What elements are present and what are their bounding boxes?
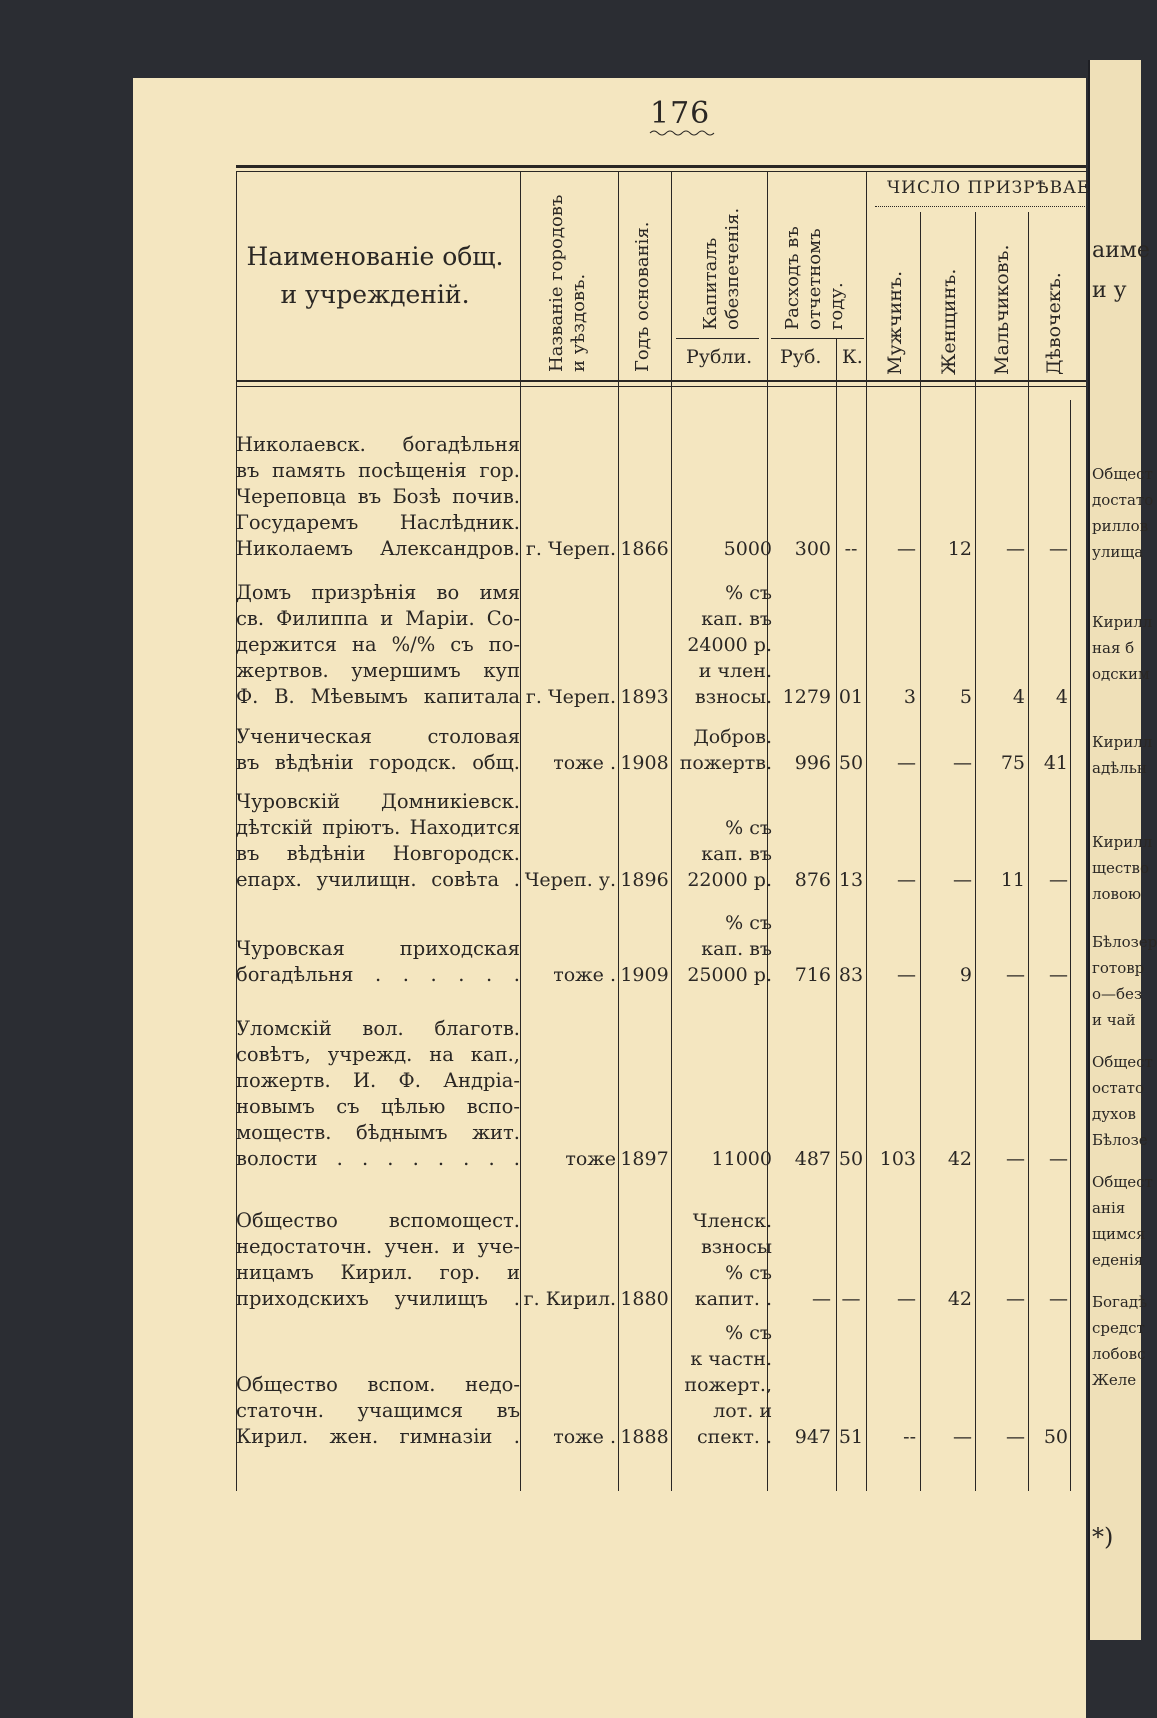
- row-capital-line: 22000 р.: [687, 869, 772, 891]
- row-name-line: держится на %/% съ по-: [236, 633, 520, 656]
- row-boys: —: [1006, 1288, 1025, 1310]
- header-expense-line-3: году.: [826, 282, 847, 330]
- col-line-kop: [836, 338, 837, 1491]
- row-city: г. Череп.: [525, 538, 616, 560]
- header-expense-kop: К.: [842, 346, 863, 368]
- row-men: —: [897, 869, 916, 891]
- row-men: —: [897, 964, 916, 986]
- row-name-line: Череповца въ Бозѣ почив.: [236, 485, 520, 508]
- row-name-line: статочн. учащимся въ: [236, 1399, 520, 1422]
- header-men: Мужчинъ.: [884, 270, 906, 375]
- row-men: —: [897, 1288, 916, 1310]
- capital-sub-rule: [676, 338, 759, 339]
- next-page-line: о—без: [1092, 985, 1143, 1003]
- row-capital-line: кап. въ: [701, 843, 772, 865]
- row-expense-rub: 300: [794, 538, 831, 560]
- ornament-tilde: [650, 128, 714, 136]
- row-capital-line: лот. и: [713, 1400, 772, 1422]
- row-boys: 11: [1000, 869, 1025, 891]
- next-page-line: средст: [1092, 1319, 1145, 1337]
- row-expense-rub: 716: [794, 964, 831, 986]
- header-bottom-rule-thin: [236, 386, 1086, 387]
- row-capital-line: кап. въ: [701, 608, 772, 630]
- row-capital-line: кап. въ: [701, 938, 772, 960]
- next-page-line: риллов: [1092, 517, 1149, 535]
- row-capital-line: % съ: [725, 1322, 772, 1344]
- row-city: г. Череп.: [525, 686, 616, 708]
- row-year: 1897: [620, 1148, 669, 1170]
- header-boys: Мальчиковъ.: [991, 244, 1013, 375]
- table-top-rule-thin: [236, 171, 1086, 172]
- row-year: 1909: [620, 964, 669, 986]
- header-expense-line-1: Расходъ въ: [782, 226, 803, 330]
- row-year: 1893: [620, 686, 669, 708]
- row-women: —: [953, 752, 972, 774]
- header-name-column: [240, 238, 510, 314]
- row-girls: 4: [1055, 686, 1068, 708]
- header-expense-line-2: отчетномъ: [804, 228, 825, 330]
- row-men: 103: [879, 1148, 916, 1170]
- row-capital-line: Членск.: [692, 1210, 772, 1232]
- row-capital-line: % съ: [725, 912, 772, 934]
- row-capital-line: % съ: [725, 582, 772, 604]
- row-name: [236, 1208, 520, 1312]
- row-year: 1896: [620, 869, 669, 891]
- row-capital-line: 25000 р.: [687, 964, 772, 986]
- row-name: [236, 724, 520, 776]
- row-name-line: епарх. училищн. совѣта .: [236, 868, 520, 891]
- row-women: —: [953, 869, 972, 891]
- row-men: --: [903, 1426, 916, 1448]
- row-name-line: новымъ съ цѣлью вспо-: [236, 1095, 520, 1118]
- row-women: —: [953, 1426, 972, 1448]
- col-line-capital: [671, 171, 672, 1491]
- row-girls: —: [1049, 869, 1068, 891]
- row-name: [236, 936, 520, 988]
- row-name-line: пожертв. И. Ф. Андріа-: [236, 1069, 520, 1092]
- row-boys: —: [1006, 1426, 1025, 1448]
- row-expense-kop: —: [841, 1288, 861, 1310]
- header-year-column: Годъ основанія.: [632, 221, 653, 372]
- row-name-line: Государемъ Наслѣдник.: [236, 511, 520, 534]
- next-page-line: достато: [1092, 491, 1154, 509]
- next-page-line: улища: [1092, 543, 1144, 561]
- row-capital-line: 5000: [723, 538, 772, 560]
- next-page-line: анія: [1092, 1199, 1126, 1217]
- row-men: —: [897, 752, 916, 774]
- row-name-line: Общество вспом. недо-: [236, 1373, 520, 1396]
- row-name-line: въ вѣдѣніи Новгородск.: [236, 842, 520, 865]
- row-expense-kop: 83: [838, 964, 864, 986]
- row-capital: [676, 1146, 772, 1172]
- row-name: [236, 1016, 520, 1172]
- row-name-line: Домъ призрѣнія во имя: [236, 581, 520, 604]
- next-page-line: ная б: [1092, 639, 1135, 657]
- row-expense-kop: --: [844, 538, 858, 560]
- row-capital: [676, 536, 772, 562]
- row-city: тоже .: [553, 1426, 616, 1448]
- row-expense-kop: 50: [838, 752, 864, 774]
- next-page-line: лобовс: [1092, 1345, 1146, 1363]
- next-page-line: Богадѣ: [1092, 1293, 1148, 1311]
- row-girls: —: [1049, 538, 1068, 560]
- next-page-line: Кирилл: [1092, 613, 1153, 631]
- next-page-footnote: *): [1092, 1523, 1114, 1551]
- row-name-line: недостаточн. учен. и уче-: [236, 1235, 520, 1258]
- header-city-column: [546, 176, 590, 372]
- col-line-right: [1070, 400, 1071, 1491]
- row-capital-line: взносы.: [695, 686, 772, 708]
- row-name-line: совѣтъ, учрежд. на кап.,: [236, 1043, 520, 1066]
- next-page-line: щимся: [1092, 1225, 1146, 1243]
- row-year: 1880: [620, 1288, 669, 1310]
- row-name-line: Ф. В. Мѣевымъ капитала: [236, 685, 520, 708]
- row-name: [236, 789, 520, 893]
- header-city-line-2: и уѣздовъ.: [568, 273, 589, 372]
- row-name-line: св. Филиппа и Маріи. Со-: [236, 607, 520, 630]
- row-city: Череп. у.: [524, 869, 616, 891]
- row-name-line: Николаемъ Александров.: [236, 537, 520, 560]
- row-capital-line: взносы: [701, 1236, 772, 1258]
- next-page-line: Кирилл: [1092, 733, 1153, 751]
- row-name-line: жертвов. умершимъ куп: [236, 659, 520, 682]
- header-name-line-1: Наименованіе общ.: [246, 242, 504, 271]
- next-page-line: Бѣлозе: [1092, 1131, 1148, 1149]
- header-group-dots: [875, 206, 1085, 207]
- row-expense-kop: 01: [838, 686, 864, 708]
- next-page-line: остато: [1092, 1079, 1145, 1097]
- row-capital: [676, 1208, 772, 1312]
- row-capital-line: пожерт.,: [684, 1374, 772, 1396]
- row-name-line: Чуровскій Домникіевск.: [236, 790, 520, 813]
- header-girls: Дѣвочекъ.: [1043, 272, 1065, 375]
- row-city: тоже .: [553, 752, 616, 774]
- row-name-line: волости . . . . . . . .: [236, 1147, 520, 1170]
- table-top-rule: [236, 165, 1086, 168]
- row-capital: [676, 580, 772, 710]
- row-name: [236, 1372, 520, 1450]
- row-expense-rub: —: [812, 1288, 831, 1310]
- row-capital-line: к частн.: [690, 1348, 772, 1370]
- row-capital: [676, 815, 772, 893]
- header-city-line-1: Названіе городовъ: [546, 194, 567, 372]
- row-expense-rub: 947: [794, 1426, 831, 1448]
- row-name-line: дѣтскій пріютъ. Находится: [236, 816, 520, 839]
- next-page-line: Общест: [1092, 465, 1153, 483]
- row-women: 5: [959, 686, 972, 708]
- row-capital-line: пожертв.: [679, 752, 772, 774]
- row-expense-kop: 50: [838, 1148, 864, 1170]
- row-girls: —: [1049, 964, 1068, 986]
- row-capital: [676, 724, 772, 776]
- row-name-line: Ученическая столовая: [236, 725, 520, 748]
- row-name-line: Николаевск. богадѣльня: [236, 433, 520, 456]
- row-city: тоже: [565, 1148, 616, 1170]
- row-boys: 75: [1000, 752, 1025, 774]
- row-expense-kop: 51: [838, 1426, 864, 1448]
- row-boys: —: [1006, 538, 1025, 560]
- next-page-line: Общест: [1092, 1053, 1153, 1071]
- row-expense-rub: 996: [794, 752, 831, 774]
- row-girls: —: [1049, 1288, 1068, 1310]
- row-name-line: Уломскій вол. благотв.: [236, 1017, 520, 1040]
- header-capital-unit: Рубли.: [686, 346, 753, 368]
- header-women: Женщинъ.: [938, 268, 960, 375]
- row-expense-rub: 1279: [782, 686, 831, 708]
- next-page-header-1: аиме: [1092, 238, 1150, 263]
- row-girls: 50: [1043, 1426, 1068, 1448]
- page-number: 176: [650, 96, 711, 131]
- row-expense-rub: 487: [794, 1148, 831, 1170]
- next-page-edge: [1088, 60, 1157, 1640]
- row-name-line: приходскихъ училищъ .: [236, 1287, 520, 1310]
- row-name-line: богадѣльня . . . . . .: [236, 963, 520, 986]
- header-capital-line-2: обезпеченія.: [722, 207, 743, 330]
- row-name-line: Чуровская приходская: [236, 937, 520, 960]
- row-capital-line: % съ: [725, 817, 772, 839]
- row-women: 12: [947, 538, 972, 560]
- next-page-line: и чай: [1092, 1011, 1136, 1029]
- row-year: 1908: [620, 752, 669, 774]
- row-year: 1888: [620, 1426, 669, 1448]
- row-city: тоже .: [553, 964, 616, 986]
- expense-sub-rule: [771, 338, 864, 339]
- row-boys: 4: [1012, 686, 1025, 708]
- row-name: [236, 432, 520, 562]
- row-capital-line: % съ: [725, 1262, 772, 1284]
- row-boys: —: [1006, 964, 1025, 986]
- next-page-line: Желе: [1092, 1371, 1137, 1389]
- row-name: [236, 580, 520, 710]
- header-name-line-2: и учрежденій.: [280, 280, 470, 309]
- row-name-line: Общество вспомощест.: [236, 1209, 520, 1232]
- row-women: 42: [947, 1148, 972, 1170]
- row-year: 1866: [620, 538, 669, 560]
- row-women: 42: [947, 1288, 972, 1310]
- header-group-title: ЧИСЛО ПРИЗРѢВАЕ: [887, 178, 1091, 198]
- row-capital-line: Добров.: [693, 726, 772, 748]
- row-capital-line: спект. .: [696, 1426, 772, 1448]
- next-page-line: готовр: [1092, 959, 1145, 977]
- row-city: г. Кирил.: [523, 1288, 616, 1310]
- next-page-line: Бѣлозер: [1092, 933, 1157, 951]
- row-name-line: въ память посѣщенія гор.: [236, 459, 520, 482]
- next-page-header-2: и у: [1092, 278, 1127, 303]
- next-page-line: адѣльн: [1092, 759, 1147, 777]
- row-name-line: Кирил. жен. гимназіи .: [236, 1425, 520, 1448]
- next-page-line: духов: [1092, 1105, 1136, 1123]
- row-women: 9: [959, 964, 972, 986]
- next-page-line: Кирилл: [1092, 833, 1153, 851]
- header-bottom-rule: [236, 380, 1086, 382]
- row-capital-line: 24000 р.: [687, 634, 772, 656]
- header-capital-column: [700, 180, 744, 330]
- row-capital-line: 11000: [711, 1148, 772, 1170]
- row-name-line: въ вѣдѣніи городск. общ.: [236, 751, 520, 774]
- next-page-line: одским: [1092, 665, 1150, 683]
- row-men: —: [897, 538, 916, 560]
- row-capital-line: капит. .: [694, 1288, 772, 1310]
- row-capital: [676, 1320, 772, 1450]
- header-expense-rub: Руб.: [780, 346, 822, 368]
- row-girls: 41: [1043, 752, 1068, 774]
- col-line-city: [520, 171, 521, 1491]
- row-capital: [676, 910, 772, 988]
- next-page-line: еденія: [1092, 1251, 1144, 1269]
- next-page-line: ловою: [1092, 885, 1142, 903]
- row-boys: —: [1006, 1148, 1025, 1170]
- row-capital-line: и член.: [698, 660, 772, 682]
- row-name-line: ницамъ Кирил. гор. и: [236, 1261, 520, 1284]
- row-name-line: моществ. бѣднымъ жит.: [236, 1121, 520, 1144]
- row-men: 3: [903, 686, 916, 708]
- header-capital-line-1: Капиталъ: [700, 237, 721, 330]
- row-girls: —: [1049, 1148, 1068, 1170]
- next-page-line: Общест: [1092, 1173, 1153, 1191]
- row-expense-rub: 876: [794, 869, 831, 891]
- row-expense-kop: 13: [838, 869, 864, 891]
- header-expense-column: [782, 186, 848, 330]
- next-page-line: щество: [1092, 859, 1149, 877]
